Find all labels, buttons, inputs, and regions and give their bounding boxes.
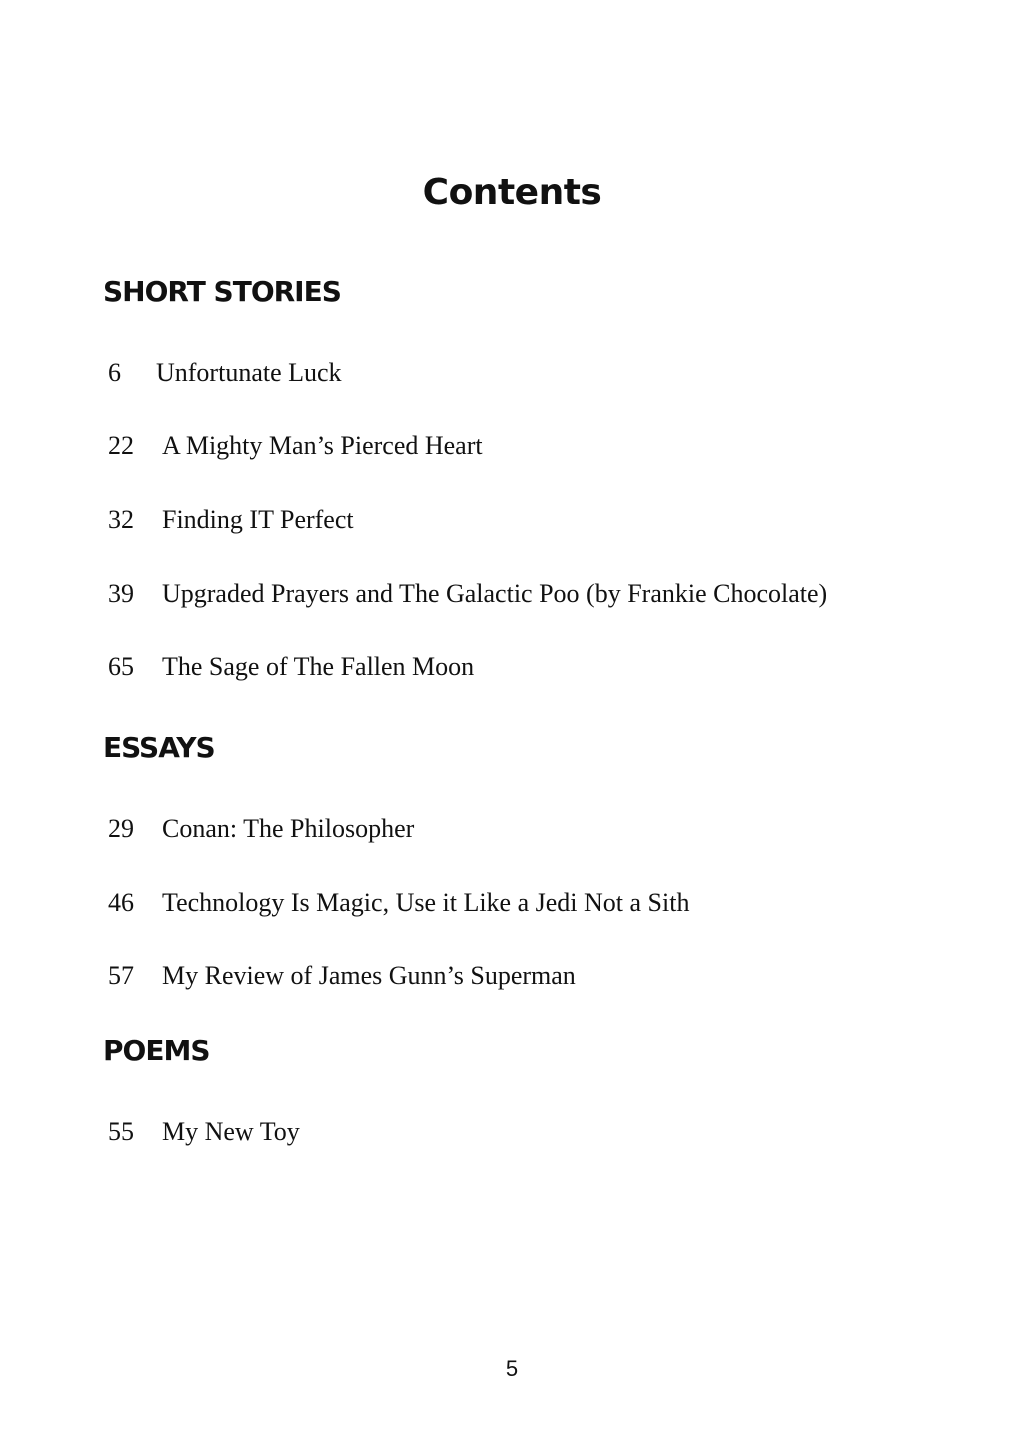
page-number: 5 xyxy=(505,1356,519,1381)
entry-page-number: 46 xyxy=(108,888,134,917)
toc-entry xyxy=(108,654,474,680)
entry-page-number: 65 xyxy=(108,652,134,681)
toc-entry xyxy=(108,360,342,386)
entry-title: The Sage of The Fallen Moon xyxy=(162,652,475,681)
toc-entry xyxy=(108,433,483,459)
toc-entry xyxy=(108,1119,300,1145)
entry-title: Technology Is Magic, Use it Like a Jedi Not a Sith xyxy=(162,888,690,917)
entry-title: A Mighty Man’s Pierced Heart xyxy=(162,431,483,460)
toc-entry xyxy=(108,963,576,989)
section-heading-essays: ESSAYS xyxy=(103,731,215,764)
section-heading-poems: POEMS xyxy=(103,1034,210,1067)
toc-entry xyxy=(108,581,827,607)
entry-title: Finding IT Perfect xyxy=(162,505,354,534)
entry-title: Upgraded Prayers and The Galactic Poo (by Frankie Chocolate) xyxy=(162,579,828,608)
entry-page-number: 32 xyxy=(108,505,134,534)
page-title: Contents xyxy=(422,172,602,213)
entry-page-number: 22 xyxy=(108,431,134,460)
toc-entry xyxy=(108,507,354,533)
entry-title: Unfortunate Luck xyxy=(156,358,342,387)
toc-entry xyxy=(108,890,689,916)
entry-title: My Review of James Gunn’s Superman xyxy=(162,961,576,990)
entry-page-number: 39 xyxy=(108,579,134,608)
entry-page-number: 57 xyxy=(108,961,134,990)
entry-title: Conan: The Philosopher xyxy=(162,814,415,843)
section-heading-short-stories: SHORT STORIES xyxy=(103,275,341,308)
entry-title: My New Toy xyxy=(162,1117,300,1146)
entry-page-number: 29 xyxy=(108,814,134,843)
entry-page-number: 6 xyxy=(108,358,121,387)
entry-page-number: 55 xyxy=(108,1117,134,1146)
toc-entry xyxy=(108,816,414,842)
